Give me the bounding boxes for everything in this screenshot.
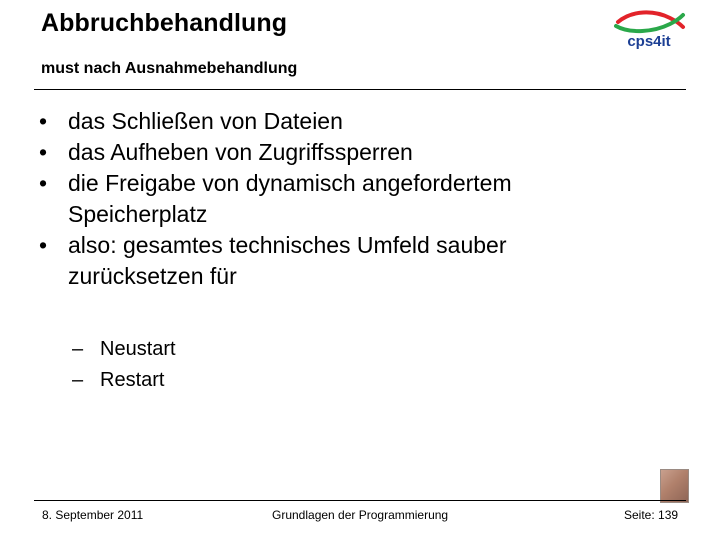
sub-bullet-item xyxy=(72,334,176,365)
footer-course-title: Grundlagen der Programmierung xyxy=(272,508,449,522)
sub-bullet-marker: – xyxy=(72,369,84,391)
bullet-list xyxy=(34,106,674,292)
bullet-item xyxy=(34,168,648,230)
bullet-item xyxy=(34,137,674,168)
bullet-marker: • xyxy=(39,232,48,258)
sub-bullet-text: Neustart xyxy=(100,338,176,360)
cps4it-logo xyxy=(610,8,688,52)
logo-text: cps4it xyxy=(627,33,671,50)
bullet-marker: • xyxy=(39,108,48,134)
slide-subtitle: must nach Ausnahmebehandlung xyxy=(41,60,298,77)
sub-bullet-marker: – xyxy=(72,338,84,360)
presenter-photo xyxy=(660,469,689,503)
bullet-text: das Schließen von Dateien xyxy=(68,108,343,134)
bullet-text: die Freigabe von dynamisch angefordertem Speicherplatz xyxy=(68,170,512,227)
bullet-marker: • xyxy=(39,170,48,196)
bullet-item xyxy=(34,230,648,292)
footer-date: 8. September 2011 xyxy=(42,508,144,522)
sub-bullet-list xyxy=(72,334,176,396)
bullet-text: das Aufheben von Zugriffssperren xyxy=(68,139,413,165)
slide-title: Abbruchbehandlung xyxy=(41,9,288,37)
sub-bullet-item xyxy=(72,365,176,396)
logo-swirl-red xyxy=(618,12,683,27)
bullet-text: also: gesamtes technisches Umfeld sauber zurücksetzen für xyxy=(68,232,507,289)
footer-page-number: Seite: 139 xyxy=(624,508,679,522)
sub-bullet-text: Restart xyxy=(100,369,165,391)
header-divider xyxy=(34,89,686,90)
footer-divider xyxy=(34,500,686,501)
bullet-item xyxy=(34,106,674,137)
bullet-marker: • xyxy=(39,139,48,165)
